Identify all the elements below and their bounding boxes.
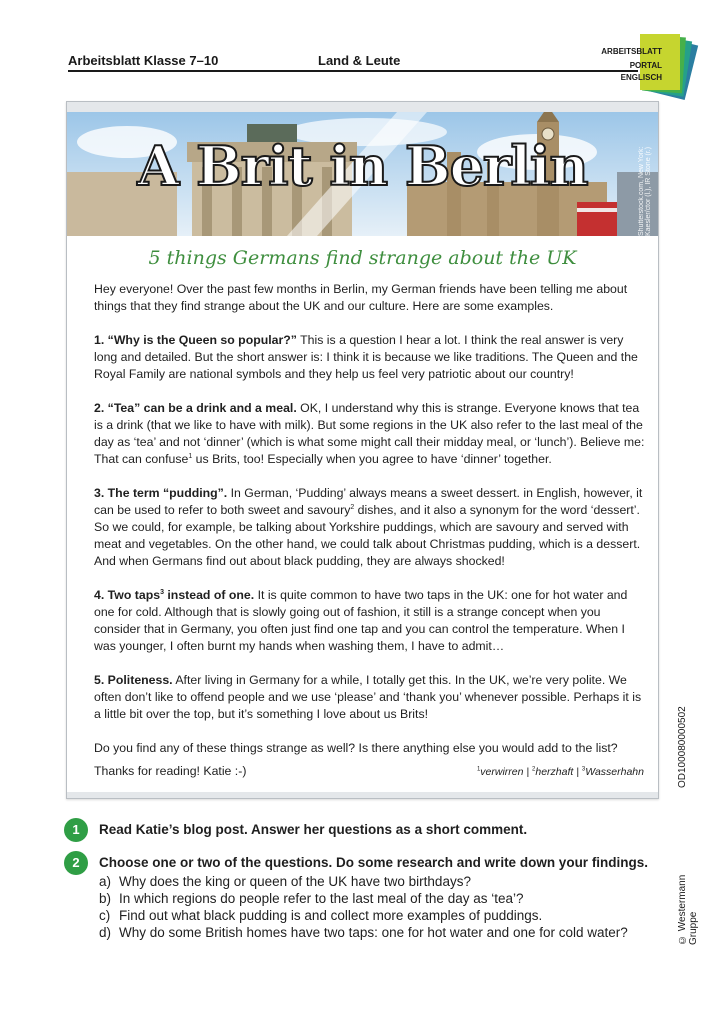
question-text: Why do some British homes have two taps: one for hot water and one for cold water?: [119, 925, 628, 940]
portal-logo: [580, 34, 690, 100]
post-item-5: [94, 672, 649, 723]
logo-line-1: ARBEITSBLATT: [601, 47, 662, 56]
list-item: [99, 890, 628, 907]
item-heading-part: instead of one.: [163, 588, 255, 602]
item-heading-part: 4. Two taps: [94, 588, 161, 602]
item-body-cont: dishes, and it also a synonym for the word ‘dessert’. So we could, for example, be talking about Yorkshire puddings, which are savoury and served with meat and vegetables. On the other hand, we could talk about Christmas pudding, which is a dessert. And when Germans find out about black pudding, they are always shocked!: [94, 503, 641, 568]
item-body: This is a question I hear a lot. I think the real answer is very long and detailed. But the short answer is: I think it is because we like traditions. The Queen and the Royal Family are national symbols and they help us feel very patriotic about our country!: [94, 333, 638, 381]
post-item-3: [94, 485, 649, 570]
item-body: OK, I understand why this is strange. Everyone knows that tea is a drink (that we like to have with milk). But some regions in the UK also refer to the last meal of the day as ‘tea’ and not ‘dinner’ (which is what some might call their midday meal, or ‘lunch’). Believe me: That can confuse: [94, 401, 645, 466]
glossary-separator: |: [523, 766, 533, 778]
glossary-number: 2: [532, 766, 536, 773]
item-body: After living in Germany for a while, I totally get this. In the UK, we’re very polite. We often don’t like to offend people and we use ‘please’ and ‘thank you’ whenever possible. Perhaps it is a little bit over the top, but it’s something I love about us Brits!: [94, 673, 642, 721]
closing-question: Do you find any of these things strange as well? Is there anything else you would add to the list?: [94, 741, 618, 755]
logo-line-3: ENGLISCH: [620, 73, 662, 82]
post-intro: Hey everyone! Over the past few months in Berlin, my German friends have been telling me about things that they find strange about the UK and our culture. Here are some examples.: [94, 282, 628, 313]
topic-label: Land & Leute: [318, 53, 401, 68]
task-number-badge: 1: [64, 818, 88, 842]
title-banner: [67, 112, 658, 236]
question-text: Why does the king or queen of the UK have two birthdays?: [119, 874, 471, 889]
item-heading: 1. “Why is the Queen so popular?”: [94, 333, 297, 347]
item-heading: [94, 588, 254, 602]
photo-credit: Shutterstock.com, New York: Kaesler/ctor (l.), IR Stone (r.): [638, 146, 652, 236]
question-letter: d): [99, 925, 112, 940]
item-heading: 2. “Tea” can be a drink and a meal.: [94, 401, 297, 415]
task-instruction: Choose one or two of the questions. Do some research and write down your findings.: [99, 855, 649, 870]
post-subtitle: 5 things Germans find strange about the UK: [148, 247, 577, 269]
list-item: [99, 873, 628, 890]
post-item-2: [94, 400, 649, 468]
glossary-number: 1: [476, 766, 481, 773]
question-letter: c): [99, 908, 111, 923]
item-heading: 3. The term “pudding”.: [94, 486, 228, 500]
footnote-marker: 1: [188, 452, 193, 460]
question-letter: a): [99, 874, 112, 889]
glossary-word: Wasserhahn: [585, 766, 644, 778]
item-body: In German, ‘Pudding’ always means a sweet dessert. in English, however, it can be used to refer to both sweet and savoury: [94, 486, 643, 517]
list-item: [99, 907, 628, 924]
task-instruction: Read Katie’s blog post. Answer her questions as a short comment.: [99, 822, 528, 837]
item-body: It is quite common to have two taps in the UK: one for hot water and one for cold. Although that is slowly going out of fashion, it still is a strange concept when you consider that in Germany, you often just find one tap and you can control the temperature. When I was younger, I often burnt my hands when washing them, I have to admit…: [94, 588, 628, 653]
blog-post-card: [66, 101, 659, 799]
worksheet-label: Arbeitsblatt Klasse 7–10: [68, 53, 219, 68]
glossary-separator: |: [573, 766, 582, 778]
glossary-word: herzhaft: [535, 766, 574, 778]
document-code: OD100080000502: [677, 706, 688, 788]
card-bottom-strip: [67, 792, 658, 798]
question-text: Find out what black pudding is and collect more examples of puddings.: [119, 908, 543, 923]
copyright-notice: © Westermann Gruppe: [677, 874, 699, 945]
logo-line-2: PORTAL: [629, 61, 662, 70]
post-item-1: [94, 332, 649, 383]
glossary-number: 3: [581, 766, 586, 773]
question-list: [99, 873, 628, 941]
question-letter: b): [99, 891, 112, 906]
card-top-strip: [67, 102, 658, 112]
post-signoff: Thanks for reading! Katie :-): [94, 764, 247, 778]
list-item: [99, 924, 628, 941]
footnote-marker: 2: [350, 503, 355, 511]
footnote-marker: 3: [160, 588, 164, 596]
glossary: [477, 766, 644, 778]
post-body: [94, 281, 649, 774]
banner-title: A Brit in Berlin: [137, 134, 588, 198]
question-text: In which regions do people refer to the last meal of the day as ‘tea’?: [119, 891, 524, 906]
post-item-4: [94, 587, 649, 655]
header-rule: [68, 70, 638, 72]
task-number-badge: 2: [64, 851, 88, 875]
glossary-word: verwirren: [480, 766, 524, 778]
page-header: [68, 52, 638, 74]
item-body-cont: us Brits, too! Especially when you agree to have ‘dinner’ together.: [192, 452, 552, 466]
item-heading: 5. Politeness.: [94, 673, 173, 687]
